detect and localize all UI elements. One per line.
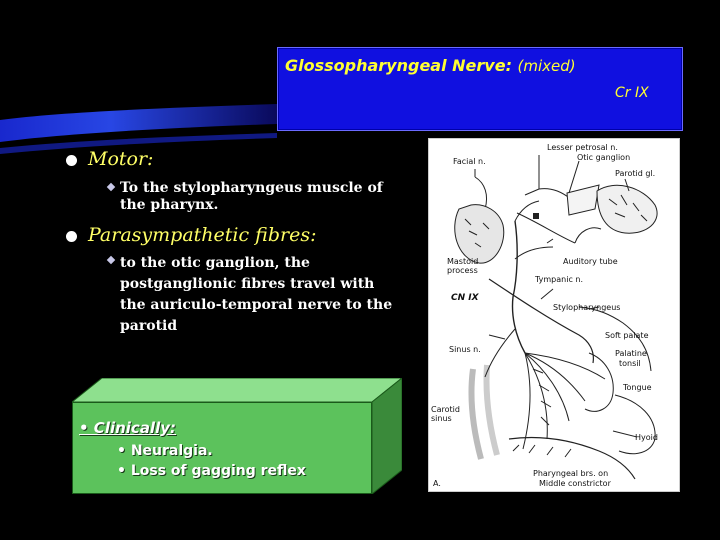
title-sub: (mixed) (517, 57, 576, 75)
bullet-dot-icon (66, 155, 77, 166)
clinical-item: • Neuralgia. (117, 443, 213, 459)
clinical-item: • Loss of gagging reflex (117, 463, 306, 479)
label-parotid: Parotid gl. (615, 169, 656, 178)
label-cnix: CN IX (451, 293, 479, 303)
label-carotid: Carotid (431, 405, 460, 414)
slide-title (285, 56, 576, 75)
label-facial: Facial n. (453, 157, 486, 166)
label-soft-palate: Soft palate (605, 331, 649, 340)
label-tonsil: tonsil (619, 359, 641, 368)
otic-ganglion-marker (533, 213, 539, 219)
label-lesser-petrosal: Lesser petrosal n. (547, 143, 618, 152)
label-panel: A. (433, 479, 441, 488)
label-hyoid: Hyoid (635, 433, 658, 442)
anatomy-figure (428, 138, 680, 492)
bullet-heading: Parasympathetic fibres: (88, 224, 317, 246)
sub-bullet-motor (120, 180, 390, 214)
label-mastoid: Mastoid (447, 257, 479, 266)
title-main: Glossopharyngeal Nerve: (285, 56, 512, 75)
clinical-callout (72, 402, 372, 494)
sub-bullet-text: to the otic ganglion, the postganglionic fibres travel with the auriculo-temporal nerve to the parotid (120, 255, 393, 334)
label-tympanic: Tympanic n. (535, 275, 583, 284)
label-stylopharyngeus: Stylopharyngeus (553, 303, 621, 312)
bullet-heading: Motor: (88, 148, 154, 170)
callout-side-face (372, 378, 402, 494)
bullet-dot-icon (66, 231, 77, 242)
label-carotid-sinus: sinus (431, 414, 452, 423)
label-pharyngeal-branches: Pharyngeal brs. on (533, 469, 609, 478)
cranial-nerve-number: Cr IX (615, 85, 649, 101)
label-otic-ganglion: Otic ganglion (577, 153, 631, 162)
sub-bullet-text: To the stylopharyngeus muscle of the pharynx. (120, 180, 383, 213)
label-auditory-tube: Auditory tube (563, 257, 618, 266)
clinical-heading: • Clinically: (79, 419, 176, 437)
label-tongue: Tongue (623, 383, 652, 392)
title-box (277, 47, 683, 131)
callout-top-face (72, 378, 402, 402)
diamond-bullet-icon (107, 183, 115, 191)
sub-bullet-parasympathetic (120, 253, 400, 337)
label-sinus-nerve: Sinus n. (449, 345, 481, 354)
label-middle-constrictor: Middle constrictor (539, 479, 611, 488)
diamond-bullet-icon (107, 256, 115, 264)
label-palatine: Palatine (615, 349, 647, 358)
label-mastoid-process: process (447, 266, 478, 275)
